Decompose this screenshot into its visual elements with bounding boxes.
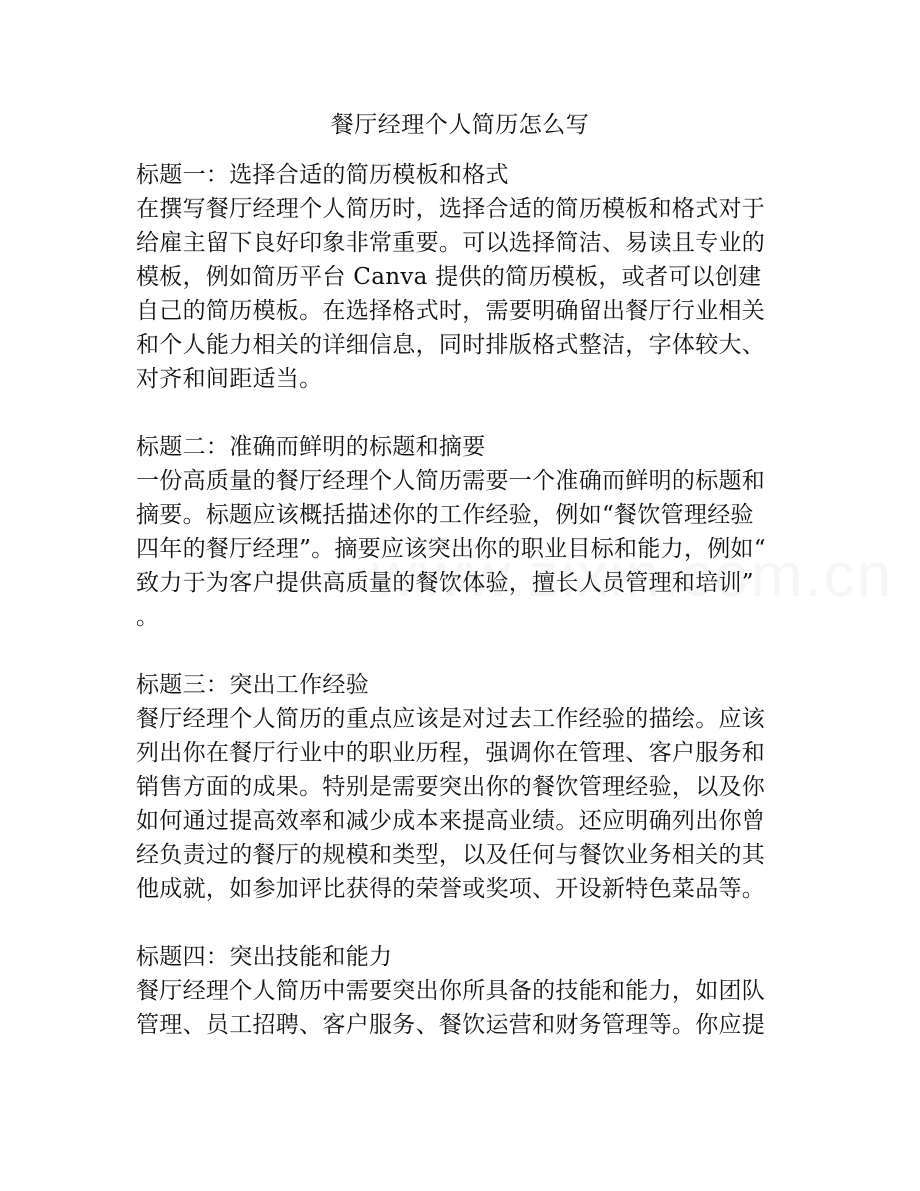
paragraph-line: 。 [136,604,160,630]
paragraph-line: 经负责过的餐厅的规模和类型，以及任何与餐饮业务相关的其 [136,842,766,868]
section-heading: 标题二：准确而鲜明的标题和摘要 [136,434,486,460]
paragraph-line: 四年的餐厅经理”。摘要应该突出你的职业目标和能力，例如“ [136,536,766,562]
paragraph-line: 模板，例如简历平台 Canva 提供的简历模板，或者可以创建 [136,264,762,290]
page-title: 餐厅经理个人简历怎么写 [330,112,590,138]
paragraph-line: 在撰写餐厅经理个人简历时，选择合适的简历模板和格式对于 [136,196,766,222]
section-3 [136,668,796,906]
paragraph-line: 和个人能力相关的详细信息，同时排版格式整洁，字体较大、 [136,332,766,358]
paragraph-line: 餐厅经理个人简历的重点应该是对过去工作经验的描绘。应该 [136,706,766,732]
section-4 [136,940,796,1042]
paragraph-line: 自己的简历模板。在选择格式时，需要明确留出餐厅行业相关 [136,298,766,324]
paragraph-line: 给雇主留下良好印象非常重要。可以选择简洁、易读且专业的 [136,230,766,256]
paragraph-line: 他成就，如参加评比获得的荣誉或奖项、开设新特色菜品等。 [136,876,766,902]
paragraph-line: 一份高质量的餐厅经理个人简历需要一个准确而鲜明的标题和 [136,468,766,494]
paragraph-line: 致力于为客户提供高质量的餐饮体验，擅长人员管理和培训” [136,570,754,596]
section-1 [136,158,796,396]
paragraph-line: 餐厅经理个人简历中需要突出你所具备的技能和能力，如团队 [136,978,766,1004]
paragraph-line: 如何通过提高效率和减少成本来提高业绩。还应明确列出你曾 [136,808,766,834]
paragraph-line: 销售方面的成果。特别是需要突出你的餐饮管理经验，以及你 [136,774,766,800]
section-heading: 标题一：选择合适的简历模板和格式 [136,162,509,188]
section-heading: 标题四：突出技能和能力 [136,944,393,970]
paragraph-line: 列出你在餐厅行业中的职业历程，强调你在管理、客户服务和 [136,740,766,766]
paragraph-line: 管理、员工招聘、客户服务、餐饮运营和财务管理等。你应提 [136,1012,766,1038]
paragraph-line: 对齐和间距适当。 [136,366,323,392]
section-heading: 标题三：突出工作经验 [136,672,369,698]
paragraph-line: 摘要。标题应该概括描述你的工作经验，例如“餐饮管理经验 [136,502,754,528]
document-body [136,158,796,1076]
section-2 [136,430,796,634]
